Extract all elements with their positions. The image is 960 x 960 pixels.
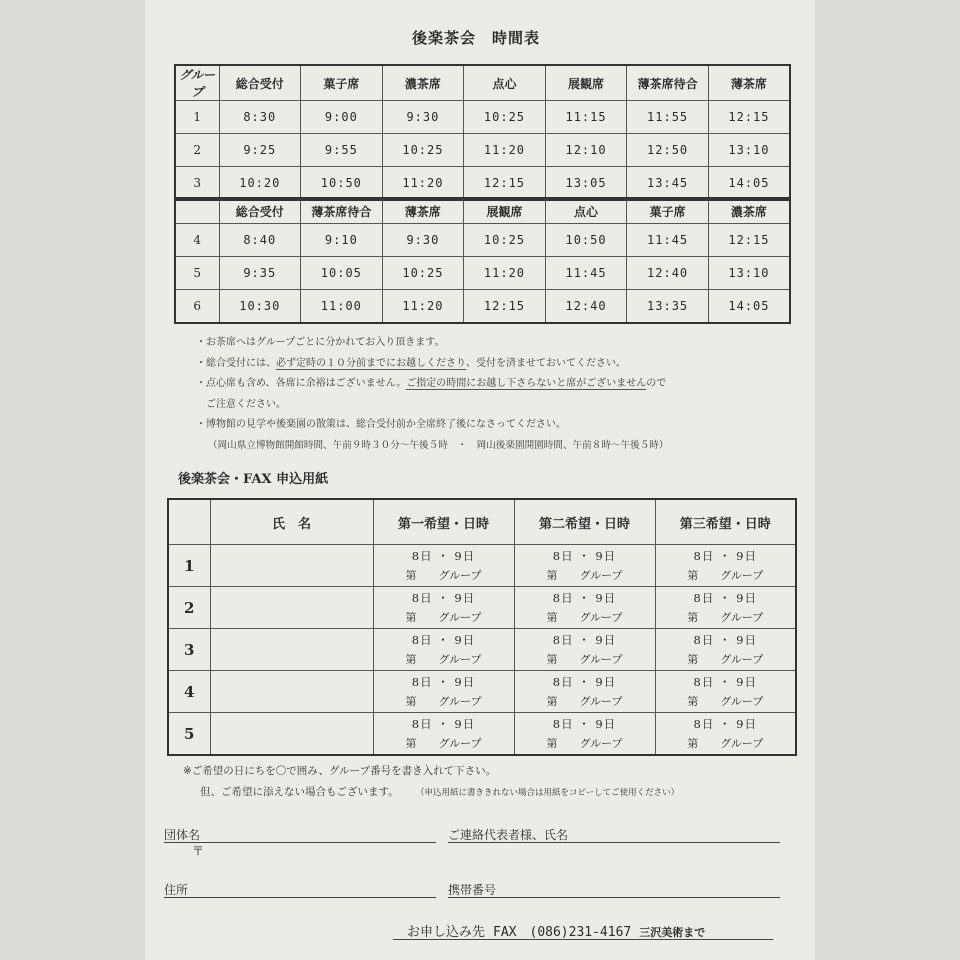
name-cell[interactable] bbox=[210, 629, 373, 671]
choice-cell[interactable] bbox=[514, 671, 655, 713]
org-label: 団体名 bbox=[164, 828, 201, 842]
dai-label: 第 bbox=[405, 694, 417, 708]
date-options[interactable]: 8日 ・ 9日 bbox=[552, 632, 617, 647]
schedule-row bbox=[175, 134, 790, 167]
group-entry[interactable] bbox=[374, 650, 514, 669]
schedule-time: 13:05 bbox=[545, 167, 627, 201]
group-entry[interactable] bbox=[374, 566, 514, 585]
schedule-row bbox=[175, 101, 790, 134]
org-line[interactable] bbox=[164, 842, 436, 843]
date-options[interactable]: 8日 ・ 9日 bbox=[552, 548, 617, 563]
schedule-row bbox=[175, 167, 790, 201]
notes bbox=[196, 333, 669, 456]
group-label: グループ bbox=[579, 610, 623, 624]
footer-note-3: （申込用紙に書ききれない場合は用紙をコピーしてご使用ください） bbox=[416, 788, 680, 798]
name-cell[interactable] bbox=[210, 587, 373, 629]
schedule-time: 12:15 bbox=[464, 167, 546, 201]
schedule-header-row bbox=[175, 198, 790, 224]
schedule-time: 12:40 bbox=[545, 290, 627, 324]
note-underlined: ご指定の時間にお越し下さらないと席がございません bbox=[406, 378, 647, 389]
note-line: ご注意ください。 bbox=[206, 398, 286, 410]
schedule-header-cell: 点心 bbox=[545, 198, 627, 224]
row-number: 5 bbox=[168, 713, 210, 756]
fax-form-title: 後楽茶会・FAX 申込用紙 bbox=[178, 472, 329, 487]
contact-underline bbox=[393, 939, 773, 940]
group-entry[interactable] bbox=[656, 608, 796, 627]
group-label: グループ bbox=[579, 694, 623, 708]
dai-label: 第 bbox=[687, 568, 699, 582]
schedule-header-cell: 薄茶席待合 bbox=[627, 65, 709, 101]
dai-label: 第 bbox=[546, 568, 558, 582]
note-line: ・お茶席へはグループごとに分かれてお入り頂きます。 bbox=[196, 337, 445, 348]
contact-info bbox=[407, 921, 705, 940]
application-row bbox=[168, 713, 796, 756]
page-title: 後楽茶会 時間表 bbox=[412, 29, 541, 47]
empty-corner bbox=[168, 499, 210, 545]
schedule-row bbox=[175, 290, 790, 324]
dai-label: 第 bbox=[405, 652, 417, 666]
row-number: 2 bbox=[168, 587, 210, 629]
date-options[interactable]: 8日 ・ 9日 bbox=[693, 632, 757, 647]
group-number: 2 bbox=[175, 134, 219, 167]
date-options[interactable]: 8日 ・ 9日 bbox=[552, 590, 617, 605]
note-line bbox=[196, 354, 669, 375]
date-options[interactable]: 8日 ・ 9日 bbox=[552, 674, 617, 689]
group-entry[interactable] bbox=[656, 566, 796, 585]
group-label: グループ bbox=[438, 568, 482, 582]
group-label: グループ bbox=[579, 736, 623, 750]
schedule-time: 11:20 bbox=[382, 167, 464, 201]
contact-label: お申し込み先 bbox=[407, 925, 486, 940]
application-row bbox=[168, 671, 796, 713]
schedule-header-cell: 菓子席 bbox=[627, 198, 709, 224]
schedule-time: 14:05 bbox=[708, 167, 790, 201]
schedule-time: 11:45 bbox=[545, 257, 627, 290]
schedule-row bbox=[175, 224, 790, 257]
schedule-header-cell: 総合受付 bbox=[219, 65, 301, 101]
schedule-time: 10:30 bbox=[219, 290, 301, 324]
application-header-cell: 氏 名 bbox=[210, 499, 373, 545]
date-options[interactable]: 8日 ・ 9日 bbox=[693, 674, 757, 689]
application-row bbox=[168, 629, 796, 671]
group-label: グループ bbox=[720, 652, 764, 666]
dai-label: 第 bbox=[546, 610, 558, 624]
schedule-time: 12:15 bbox=[708, 101, 790, 134]
group-number: 3 bbox=[175, 167, 219, 201]
address-label: 住所 bbox=[164, 883, 189, 897]
schedule-row bbox=[175, 257, 790, 290]
schedule-time: 9:55 bbox=[301, 134, 383, 167]
application-row bbox=[168, 545, 796, 587]
schedule-time: 9:30 bbox=[382, 224, 464, 257]
schedule-time: 11:00 bbox=[301, 290, 383, 324]
choice-cell[interactable] bbox=[655, 629, 796, 671]
schedule-time: 10:50 bbox=[545, 224, 627, 257]
schedule-header-cell: 展観席 bbox=[545, 65, 627, 101]
date-options[interactable]: 8日 ・ 9日 bbox=[411, 632, 476, 647]
group-label: グループ bbox=[438, 694, 482, 708]
schedule-header-cell: 菓子席 bbox=[301, 65, 383, 101]
schedule-header-cell: 展観席 bbox=[464, 198, 546, 224]
application-header-cell: 第三希望・日時 bbox=[655, 499, 796, 545]
dai-label: 第 bbox=[546, 736, 558, 750]
dai-label: 第 bbox=[687, 652, 699, 666]
schedule-header-cell: 薄茶席 bbox=[708, 65, 790, 101]
schedule-time: 10:20 bbox=[219, 167, 301, 201]
schedule-time: 11:15 bbox=[545, 101, 627, 134]
schedule-time: 11:20 bbox=[382, 290, 464, 324]
date-options[interactable]: 8日 ・ 9日 bbox=[693, 548, 757, 563]
schedule-header-cell: 濃茶席 bbox=[708, 198, 790, 224]
schedule-time: 9:35 bbox=[219, 257, 301, 290]
group-label: グループ bbox=[438, 610, 482, 624]
dai-label: 第 bbox=[405, 736, 417, 750]
name-cell[interactable] bbox=[210, 545, 373, 587]
note-line bbox=[196, 374, 669, 395]
date-options[interactable]: 8日 ・ 9日 bbox=[411, 716, 476, 731]
schedule-header-cell: 総合受付 bbox=[219, 198, 301, 224]
choice-cell[interactable] bbox=[373, 713, 514, 756]
group-entry[interactable] bbox=[515, 566, 655, 585]
schedule-table-1 bbox=[174, 64, 791, 201]
schedule-time: 13:35 bbox=[627, 290, 709, 324]
note-text: ・点心席も含め、各席に余裕はございません。 bbox=[196, 378, 407, 389]
application-header-cell: 第一希望・日時 bbox=[373, 499, 514, 545]
group-label: グループ bbox=[438, 736, 482, 750]
schedule-time: 10:25 bbox=[464, 224, 546, 257]
group-entry[interactable] bbox=[515, 608, 655, 627]
name-cell[interactable] bbox=[210, 671, 373, 713]
row-number: 1 bbox=[168, 545, 210, 587]
contact-to: 三沢美術まで bbox=[639, 926, 706, 939]
dai-label: 第 bbox=[405, 610, 417, 624]
choice-cell[interactable] bbox=[373, 587, 514, 629]
application-table bbox=[167, 498, 797, 756]
schedule-time: 10:25 bbox=[382, 257, 464, 290]
schedule-header-cell: 濃茶席 bbox=[382, 65, 464, 101]
group-number: 6 bbox=[175, 290, 219, 324]
note-line: ・博物館の見学や後楽園の散策は、総合受付前か全席終了後になさってください。 bbox=[196, 419, 566, 430]
group-entry[interactable] bbox=[515, 734, 655, 753]
row-number: 4 bbox=[168, 671, 210, 713]
schedule-time: 11:20 bbox=[464, 134, 546, 167]
group-label: グループ bbox=[720, 736, 764, 750]
group-number: 5 bbox=[175, 257, 219, 290]
choice-cell[interactable] bbox=[514, 545, 655, 587]
choice-cell[interactable] bbox=[514, 587, 655, 629]
choice-cell[interactable] bbox=[373, 671, 514, 713]
schedule-time: 14:05 bbox=[708, 290, 790, 324]
note-line: （岡山県立博物館開館時間、午前９時３０分～午後５時 ・ 岡山後楽園開園時間、午前８時～午後５時） bbox=[208, 439, 669, 451]
group-entry[interactable] bbox=[515, 650, 655, 669]
schedule-time: 11:45 bbox=[627, 224, 709, 257]
schedule-time: 9:00 bbox=[301, 101, 383, 134]
dai-label: 第 bbox=[687, 610, 699, 624]
choice-cell[interactable] bbox=[655, 671, 796, 713]
date-options[interactable]: 8日 ・ 9日 bbox=[552, 716, 617, 731]
group-label: グループ bbox=[579, 652, 623, 666]
group-header: グループ bbox=[175, 65, 219, 101]
name-cell[interactable] bbox=[210, 713, 373, 756]
footer-note-2 bbox=[200, 784, 679, 799]
choice-cell[interactable] bbox=[655, 545, 796, 587]
rep-line[interactable] bbox=[448, 842, 780, 843]
group-header-empty bbox=[175, 198, 219, 224]
schedule-time: 13:10 bbox=[708, 134, 790, 167]
group-number: 4 bbox=[175, 224, 219, 257]
choice-cell[interactable] bbox=[373, 629, 514, 671]
dai-label: 第 bbox=[546, 652, 558, 666]
schedule-time: 8:30 bbox=[219, 101, 301, 134]
schedule-time: 12:15 bbox=[708, 224, 790, 257]
dai-label: 第 bbox=[546, 694, 558, 708]
date-options[interactable]: 8日 ・ 9日 bbox=[411, 548, 476, 563]
schedule-time: 11:55 bbox=[627, 101, 709, 134]
schedule-time: 9:25 bbox=[219, 134, 301, 167]
note-underlined: 必ず定時の１０分前までにお越しくださり bbox=[276, 357, 466, 369]
date-options[interactable]: 8日 ・ 9日 bbox=[411, 590, 476, 605]
phone-label: 携帯番号 bbox=[448, 883, 497, 897]
group-label: グループ bbox=[579, 568, 623, 582]
application-row bbox=[168, 587, 796, 629]
application-header-cell: 第二希望・日時 bbox=[514, 499, 655, 545]
schedule-header-cell: 薄茶席待合 bbox=[301, 198, 383, 224]
schedule-time: 9:30 bbox=[382, 101, 464, 134]
schedule-time: 10:50 bbox=[301, 167, 383, 201]
group-label: グループ bbox=[720, 610, 764, 624]
group-entry[interactable] bbox=[656, 734, 796, 753]
footer-note-1: ※ご希望の日にちを〇で囲み、グループ番号を書き入れて下さい。 bbox=[183, 765, 497, 777]
schedule-header-row bbox=[175, 65, 790, 101]
group-entry[interactable] bbox=[374, 692, 514, 711]
schedule-time: 10:05 bbox=[301, 257, 383, 290]
date-options[interactable]: 8日 ・ 9日 bbox=[693, 590, 757, 605]
schedule-time: 10:25 bbox=[464, 101, 546, 134]
schedule-time: 9:10 bbox=[301, 224, 383, 257]
dai-label: 第 bbox=[405, 568, 417, 582]
phone-line[interactable] bbox=[448, 897, 780, 898]
group-entry[interactable] bbox=[374, 734, 514, 753]
note-text: ・総合受付には、 bbox=[196, 357, 276, 369]
schedule-time: 12:15 bbox=[464, 290, 546, 324]
group-entry[interactable] bbox=[656, 692, 796, 711]
group-entry[interactable] bbox=[656, 650, 796, 669]
dai-label: 第 bbox=[687, 736, 699, 750]
schedule-time: 8:40 bbox=[219, 224, 301, 257]
footer-note-2-text: 但、ご希望に添えない場合もございます。 bbox=[200, 786, 399, 798]
choice-cell[interactable] bbox=[373, 545, 514, 587]
schedule-time: 10:25 bbox=[382, 134, 464, 167]
row-number: 3 bbox=[168, 629, 210, 671]
schedule-time: 13:10 bbox=[708, 257, 790, 290]
schedule-header-cell: 薄茶席 bbox=[382, 198, 464, 224]
schedule-time: 12:50 bbox=[627, 134, 709, 167]
rep-label: ご連絡代表者様、氏名 bbox=[448, 828, 569, 842]
group-label: グループ bbox=[720, 568, 764, 582]
date-options[interactable]: 8日 ・ 9日 bbox=[693, 716, 757, 731]
group-entry[interactable] bbox=[515, 692, 655, 711]
choice-cell[interactable] bbox=[655, 713, 796, 756]
schedule-time: 11:20 bbox=[464, 257, 546, 290]
choice-cell[interactable] bbox=[655, 587, 796, 629]
schedule-time: 12:10 bbox=[545, 134, 627, 167]
choice-cell[interactable] bbox=[514, 629, 655, 671]
schedule-time: 13:45 bbox=[627, 167, 709, 201]
group-number: 1 bbox=[175, 101, 219, 134]
group-entry[interactable] bbox=[374, 608, 514, 627]
note-text: 、受付を済ませておいてください。 bbox=[466, 357, 626, 369]
group-label: グループ bbox=[438, 652, 482, 666]
postal-mark: 〒 bbox=[192, 844, 205, 858]
schedule-header-cell: 点心 bbox=[464, 65, 546, 101]
dai-label: 第 bbox=[687, 694, 699, 708]
schedule-time: 12:40 bbox=[627, 257, 709, 290]
group-label: グループ bbox=[720, 694, 764, 708]
choice-cell[interactable] bbox=[514, 713, 655, 756]
date-options[interactable]: 8日 ・ 9日 bbox=[411, 674, 476, 689]
address-line[interactable] bbox=[164, 897, 436, 898]
fax-number: FAX (086)231-4167 bbox=[493, 925, 632, 940]
application-header-row bbox=[168, 499, 796, 545]
note-text: ので bbox=[646, 378, 667, 389]
schedule-table-2 bbox=[174, 197, 791, 324]
